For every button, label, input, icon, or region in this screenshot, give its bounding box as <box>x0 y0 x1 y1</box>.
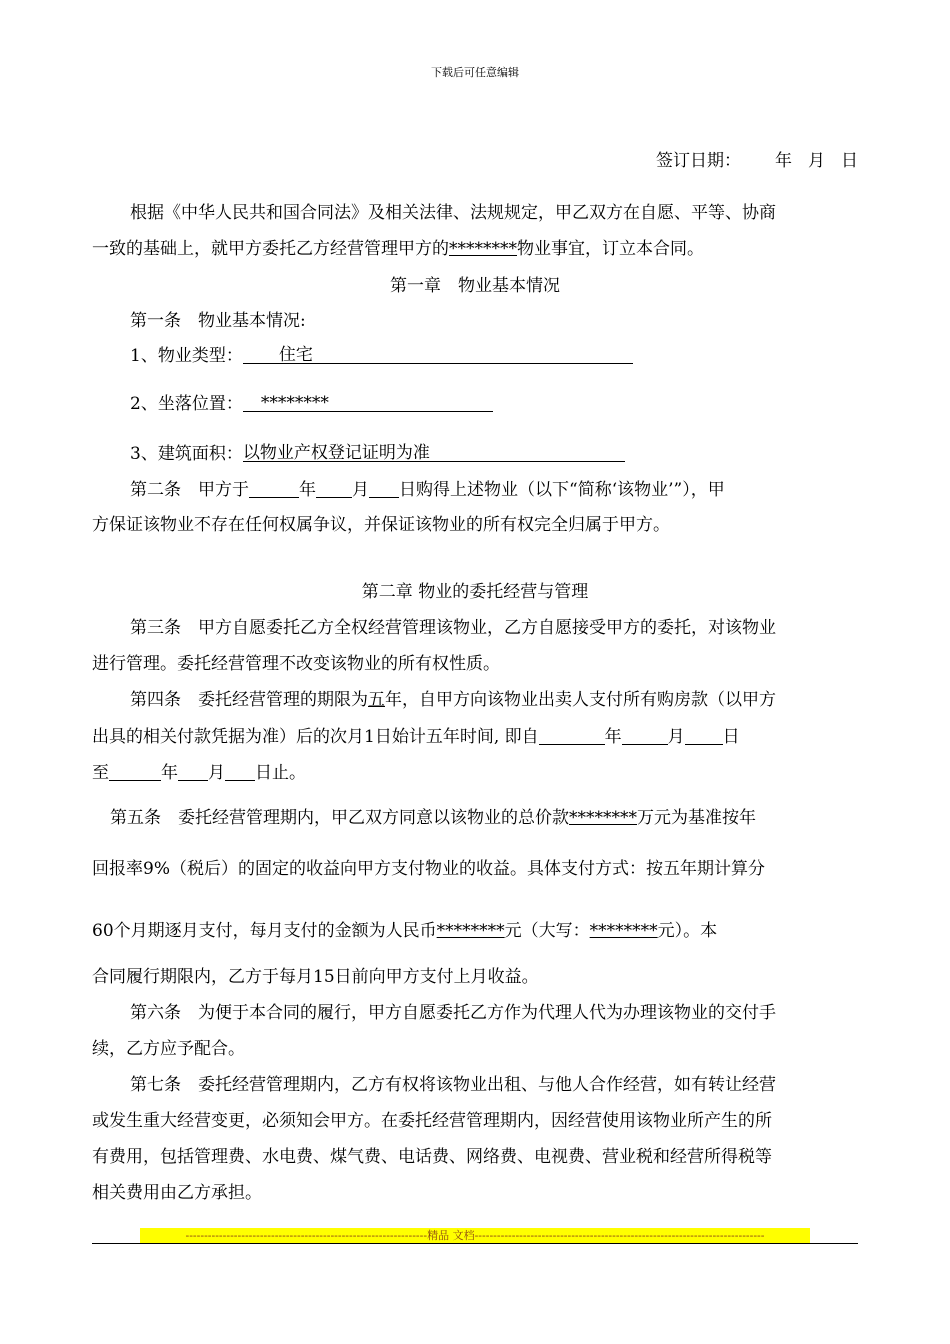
chapter-2-title: 第二章 物业的委托经营与管理 <box>361 582 589 602</box>
header-note: 下载后可任意编辑 <box>431 66 519 79</box>
article-2-line-1: 第二条 甲方于 年 月 日购得上述物业（以下“简称‘该物业’”），甲 <box>130 477 858 502</box>
article-5-line-1: 第五条 委托经营管理期内，甲乙双方同意以该物业的总价款********万元为基准按年 <box>110 808 756 828</box>
location-row: 2、坐落位置： ******** <box>130 391 858 416</box>
intro-line-1: 根据《中华人民共和国合同法》及相关法律、法规规定，甲乙双方在自愿、平等、协商 <box>130 203 776 223</box>
article-7-line-4: 相关费用由乙方承担。 <box>92 1183 262 1203</box>
property-type-field: 住宅 <box>243 343 633 364</box>
chapter-1-title: 第一章 物业基本情况 <box>390 276 560 296</box>
article-7-line-2: 或发生重大经营变更，必须知会甲方。在委托经营管理期内，因经营使用该物业所产生的所 <box>92 1111 772 1131</box>
article-5-line-3: 60个月期逐月支付，每月支付的金额为人民币********元（大写：********元）。本 <box>92 921 718 941</box>
location-field: ******** <box>243 391 493 412</box>
article-3-line-2: 进行管理。委托经营管理不改变该物业的所有权性质。 <box>92 654 500 674</box>
article-5-line-2: 回报率9%（税后）的固定的收益向甲方支付物业的收益。具体支付方式：按五年期计算分 <box>92 859 765 879</box>
footer-text: 精品 文档 <box>427 1229 475 1242</box>
article-6-line-1: 第六条 为便于本合同的履行，甲方自愿委托乙方作为代理人代为办理该物业的交付手 <box>130 1003 776 1023</box>
footer-band: -----------------------------------------------------------------精品 文档------------------------------------------------------------------------------ <box>140 1228 810 1244</box>
article-7-line-3: 有费用，包括管理费、水电费、煤气费、电话费、网络费、电视费、营业税和经营所得税等 <box>92 1147 772 1167</box>
article-7-line-1: 第七条 委托经营管理期内，乙方有权将该物业出租、与他人合作经营，如有转让经营 <box>130 1075 776 1095</box>
article-1-title: 第一条 物业基本情况: <box>130 311 306 331</box>
footer-rule <box>92 1243 858 1244</box>
article-4-line-2: 出具的相关付款凭据为准）后的次月1日始计五年时间, 即自 年 月 日 <box>92 724 858 749</box>
intro-line-2: 一致的基础上，就甲方委托乙方经营管理甲方的********物业事宜，订立本合同。 <box>92 239 704 259</box>
article-6-line-2: 续，乙方应予配合。 <box>92 1039 245 1059</box>
area-row: 3、建筑面积： 以物业产权登记证明为准 <box>130 441 858 466</box>
article-2-line-2: 方保证该物业不存在任何权属争议，并保证该物业的所有权完全归属于甲方。 <box>92 515 670 535</box>
sign-date: 签订日期： 年 月 日 <box>656 151 858 171</box>
property-type-row: 1、物业类型： 住宅 <box>130 343 858 368</box>
area-field: 以物业产权登记证明为准 <box>243 441 625 462</box>
article-3-line-1: 第三条 甲方自愿委托乙方全权经营管理该物业，乙方自愿接受甲方的委托，对该物业 <box>130 618 776 638</box>
article-4-line-1: 第四条 委托经营管理的期限为五年，自甲方向该物业出卖人支付所有购房款（以甲方 <box>130 690 776 710</box>
article-4-line-3: 至 年 月 日止。 <box>92 760 858 785</box>
property-name-mask: ******** <box>449 239 517 259</box>
article-5-line-4: 合同履行期限内，乙方于每月15日前向甲方支付上月收益。 <box>92 967 539 987</box>
